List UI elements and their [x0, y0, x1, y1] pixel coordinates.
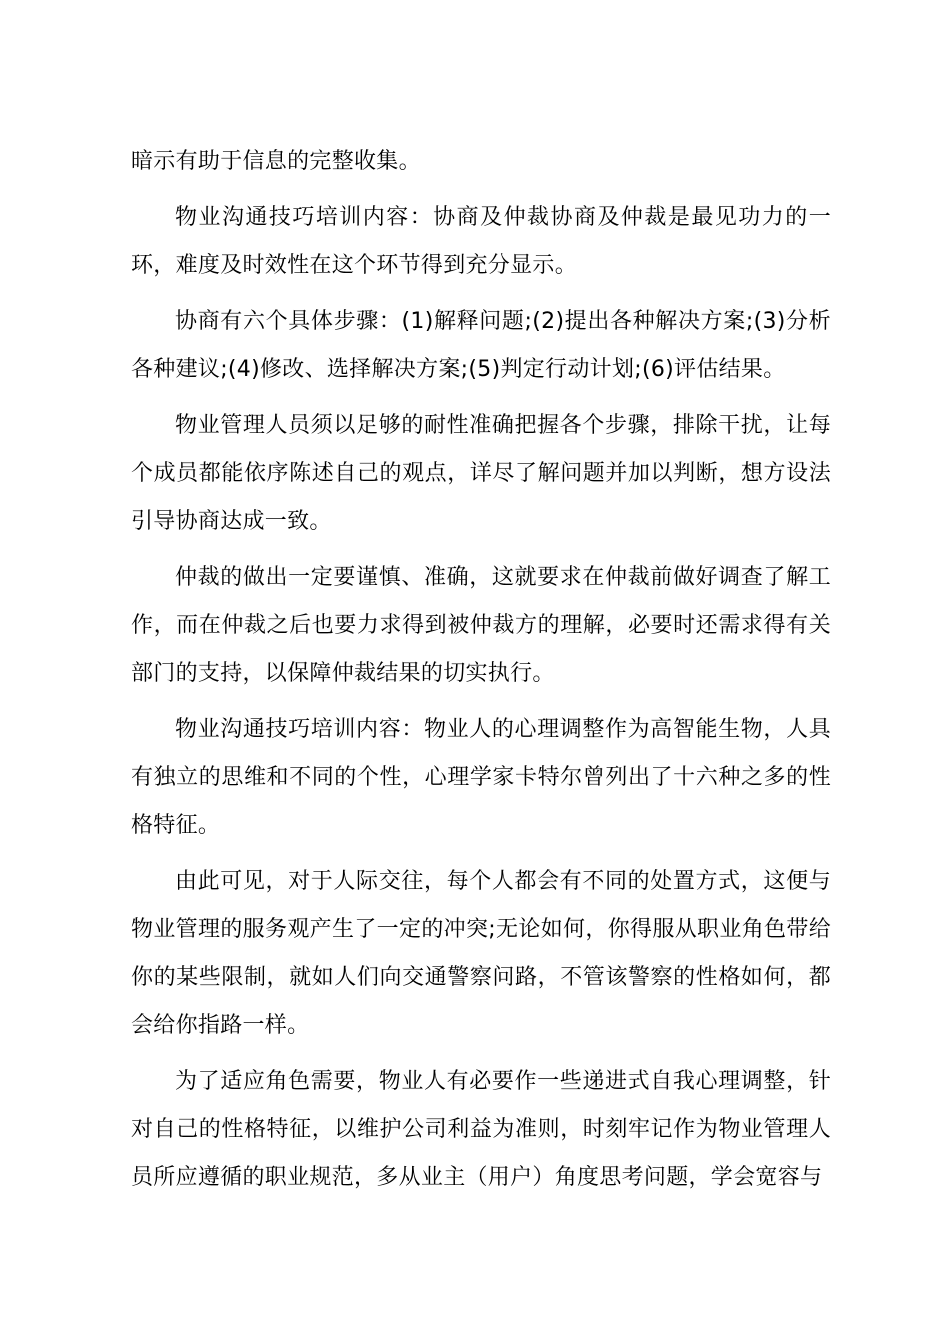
- paragraph-conflict: 由此可见，对于人际交往，每个人都会有不同的处置方式，这便与物业管理的服务观产生了一定的冲突;无论如何，你得服从职业角色带给你的某些限制，就如人们向交通警察问路，不管该警察的性格如何，都会给你指路一样。: [131, 869, 831, 1038]
- document-body: [131, 138, 831, 1210]
- paragraph-continuation: 暗示有助于信息的完整收集。: [131, 149, 421, 174]
- paragraph-arbitration: 仲裁的做出一定要谨慎、准确，这就要求在仲裁前做好调查了解工作，而在仲裁之后也要力求得到被仲裁方的理解，必要时还需求得有关部门的支持，以保障仲裁结果的切实执行。: [131, 565, 831, 686]
- paragraph-negotiation-steps: 协商有六个具体步骤：(1)解释问题;(2)提出各种解决方案;(3)分析各种建议;(4)修改、选择解决方案;(5)判定行动计划;(6)评估结果。: [131, 309, 831, 382]
- paragraph-negotiation-intro: 物业沟通技巧培训内容：协商及仲裁协商及仲裁是最见功力的一环，难度及时效性在这个环节得到充分显示。: [131, 205, 831, 278]
- paragraph-manager-patience: 物业管理人员须以足够的耐性准确把握各个步骤，排除干扰，让每个成员都能依序陈述自己的观点，详尽了解问题并加以判断，想方设法引导协商达成一致。: [131, 413, 831, 534]
- paragraph-psychology: 物业沟通技巧培训内容：物业人的心理调整作为高智能生物，人具有独立的思维和不同的个性，心理学家卡特尔曾列出了十六种之多的性格特征。: [131, 717, 831, 838]
- paragraph-adjustment: 为了适应角色需要，物业人有必要作一些递进式自我心理调整，针对自己的性格特征，以维护公司利益为准则，时刻牢记作为物业管理人员所应遵循的职业规范，多从业主（用户）角度思考问题，学会宽容与: [131, 1069, 831, 1190]
